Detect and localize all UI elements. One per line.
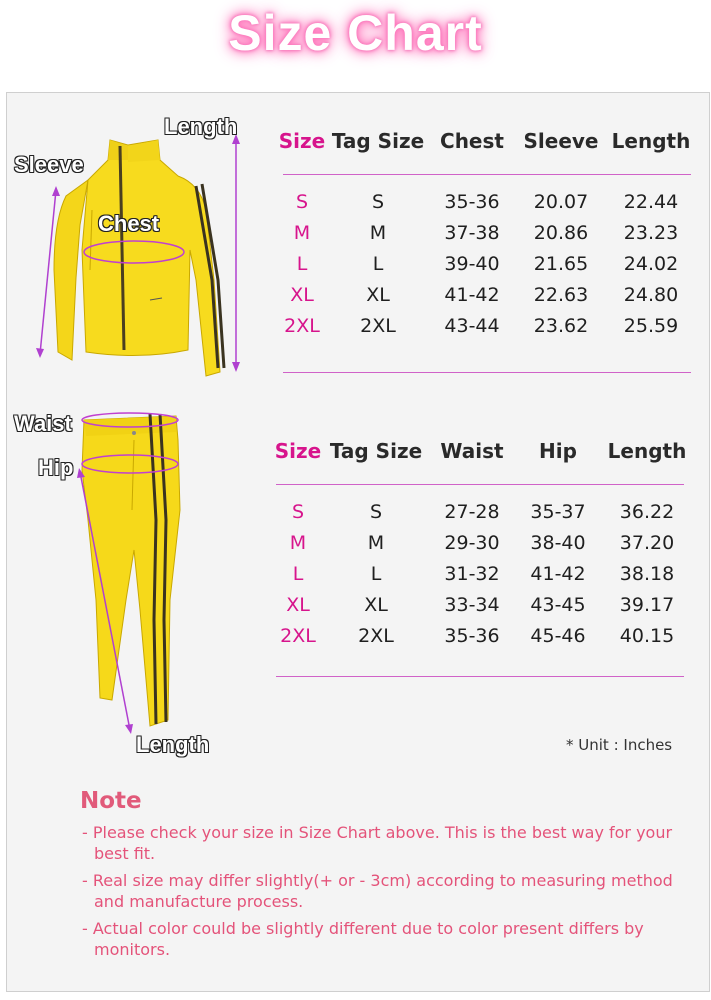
- cell: M: [367, 531, 385, 554]
- length-measure-arrow: [232, 134, 240, 372]
- cell: L: [370, 562, 382, 585]
- cell: XL: [286, 593, 310, 616]
- jacket-illustration: [0, 100, 270, 390]
- table-row: [270, 527, 696, 558]
- cell: 39.17: [619, 593, 675, 616]
- table-row: [276, 248, 696, 279]
- pants-footer-divider: [276, 676, 684, 677]
- table-row: [276, 279, 696, 310]
- cell: 41-42: [530, 562, 586, 585]
- cell: 37.20: [619, 531, 675, 554]
- table-row: [270, 558, 696, 589]
- pants-size-table: [270, 434, 696, 651]
- jacket-header-divider: [283, 174, 691, 175]
- cell: 21.65: [533, 252, 589, 275]
- pants-label-hip: Hip: [38, 455, 74, 480]
- cell: 35-36: [444, 190, 500, 213]
- cell: 35-36: [444, 624, 500, 647]
- cell: S: [369, 500, 383, 523]
- cell: 24.02: [623, 252, 679, 275]
- cell: 41-42: [444, 283, 500, 306]
- cell: 2XL: [358, 624, 394, 647]
- cell: S: [295, 190, 309, 213]
- cell: 20.86: [533, 221, 589, 244]
- cell: 23.62: [533, 314, 589, 337]
- cell: 22.63: [533, 283, 589, 306]
- jacket-footer-divider: [283, 372, 691, 373]
- cell: 39-40: [444, 252, 500, 275]
- cell: XL: [364, 593, 388, 616]
- header-hip: Hip: [539, 439, 577, 463]
- cell: 33-34: [444, 593, 500, 616]
- note-item: - Actual color could be slightly different due to color present differs by monitors.: [82, 919, 644, 959]
- pants-header-divider: [276, 484, 684, 485]
- pants-body: [82, 414, 180, 726]
- note-title: Note: [80, 788, 142, 814]
- header-length: Length: [611, 129, 691, 153]
- cell: M: [289, 531, 307, 554]
- header-tag-size: Tag Size: [329, 439, 423, 463]
- jacket-size-table: [276, 124, 696, 341]
- cell: 2XL: [284, 314, 320, 337]
- cell: 29-30: [444, 531, 500, 554]
- cell: M: [293, 221, 311, 244]
- table-header-row: [276, 124, 696, 158]
- header-waist: Waist: [440, 439, 504, 463]
- cell: 37-38: [444, 221, 500, 244]
- pants-illustration: [0, 400, 240, 740]
- pants-label-waist: Waist: [14, 411, 72, 436]
- table-row: [270, 589, 696, 620]
- cell: L: [296, 252, 308, 275]
- table-row: [270, 496, 696, 527]
- cell: 23.23: [623, 221, 679, 244]
- jacket-label-sleeve: Sleeve: [14, 152, 84, 177]
- header-tag-size: Tag Size: [331, 129, 425, 153]
- cell: 36.22: [619, 500, 675, 523]
- cell: 22.44: [623, 190, 679, 213]
- header-length: Length: [607, 439, 687, 463]
- cell: 20.07: [533, 190, 589, 213]
- cell: 2XL: [280, 624, 316, 647]
- note-item: - Real size may differ slightly(+ or - 3cm) according to measuring method and manufacture process.: [82, 871, 673, 911]
- cell: 43-44: [444, 314, 500, 337]
- cell: 38-40: [530, 531, 586, 554]
- header-size: Size: [278, 129, 326, 153]
- table-row: [270, 620, 696, 651]
- cell: XL: [366, 283, 390, 306]
- cell: 40.15: [619, 624, 675, 647]
- table-row: [276, 186, 696, 217]
- cell: 43-45: [530, 593, 586, 616]
- cell: L: [292, 562, 304, 585]
- cell: 25.59: [623, 314, 679, 337]
- cell: 45-46: [530, 624, 586, 647]
- note-item: - Please check your size in Size Chart above. This is the best way for your best fit.: [82, 823, 673, 863]
- cell: 2XL: [360, 314, 396, 337]
- jacket-label-length: Length: [164, 114, 238, 139]
- cell: L: [372, 252, 384, 275]
- table-row: [276, 310, 696, 341]
- jacket-label-chest: Chest: [98, 211, 160, 236]
- cell: 24.80: [623, 283, 679, 306]
- header-sleeve: Sleeve: [523, 129, 599, 153]
- table-row: [276, 217, 696, 248]
- cell: 27-28: [444, 500, 500, 523]
- cell: 35-37: [530, 500, 586, 523]
- cell: 38.18: [619, 562, 675, 585]
- header-chest: Chest: [440, 129, 504, 153]
- unit-note: * Unit : Inches: [566, 736, 673, 754]
- page-title: Size Chart: [228, 5, 483, 61]
- cell: S: [371, 190, 385, 213]
- pants-label-length: Length: [136, 732, 210, 757]
- header-size: Size: [274, 439, 322, 463]
- cell: S: [291, 500, 305, 523]
- cell: M: [369, 221, 387, 244]
- table-header-row: [270, 434, 696, 468]
- cell: 31-32: [444, 562, 500, 585]
- cell: XL: [290, 283, 314, 306]
